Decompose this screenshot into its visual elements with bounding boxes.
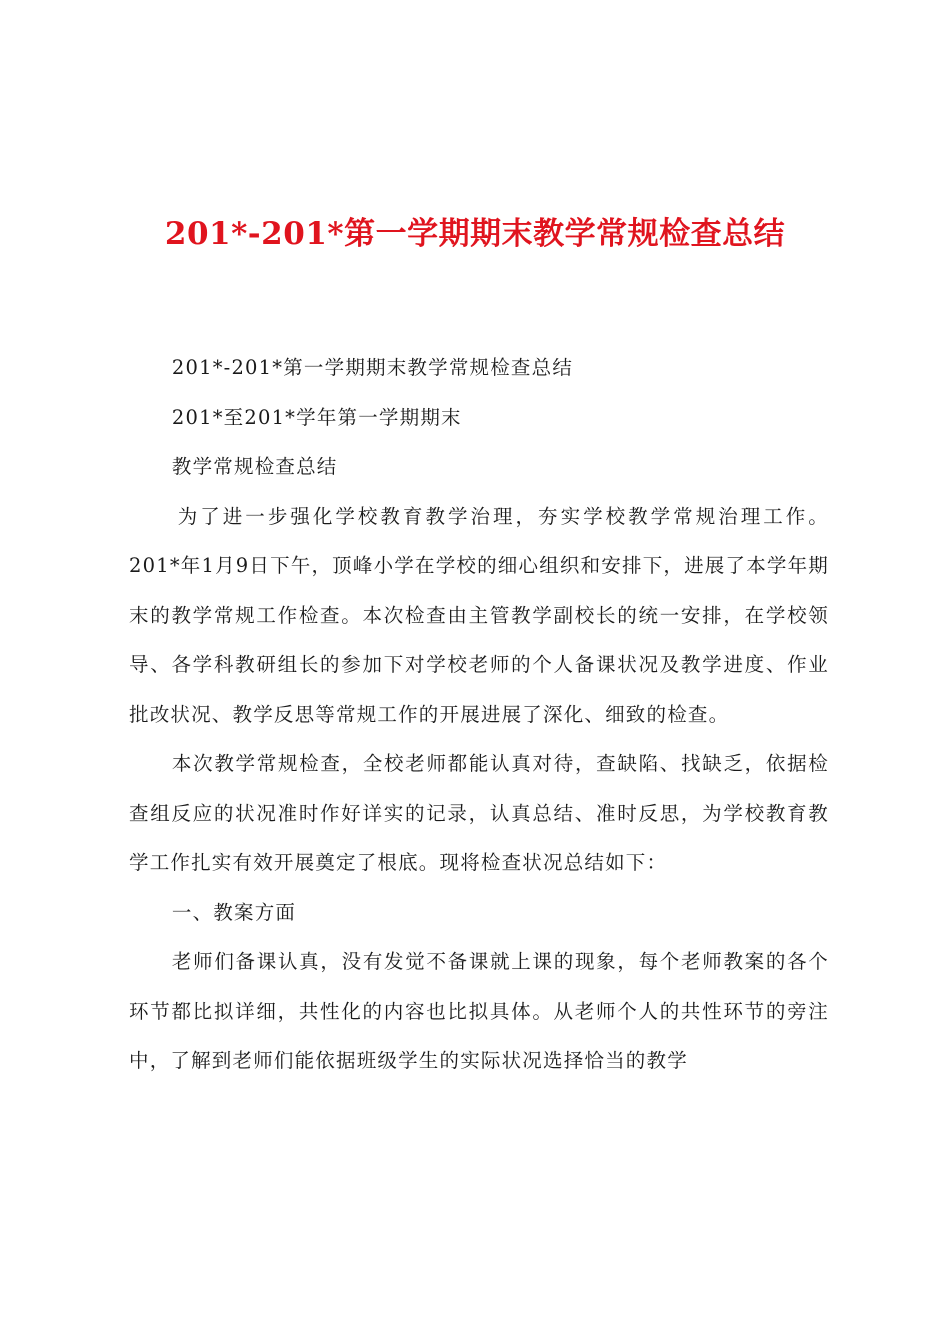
section-heading: 一、教案方面 [171, 900, 297, 924]
paragraph: 老师们备课认真，没有发觉不备课就上课的现象，每个老师教案的各个环节都比拟详细，共性化的内容也比拟具体。从老师个人的共性环节的旁注中，了解到老师们能依据班级学生的实际状况选择恰当的教学 [129, 950, 829, 1072]
paragraph: 教学常规检查总结 [171, 455, 338, 478]
paragraph: 本次教学常规检查，全校老师都能认真对待，查缺陷、找缺乏，依据检查组反应的状况准时作好详实的记录，认真总结、准时反思，为学校教育教学工作扎实有效开展奠定了根底。现将检查状况总结如下： [129, 752, 829, 874]
paragraph: 201*至201*学年第一学期期末 [171, 405, 462, 429]
paragraph: 201*-201*第一学期期末教学常规检查总结 [171, 356, 574, 379]
document-title: 201*-201*第一学期期末教学常规检查总结 [164, 216, 786, 252]
document-body [129, 343, 829, 1086]
paragraph: 为了进一步强化学校教育教学治理，夯实学校教学常规治理工作。201*年1月9日下午，顶峰小学在学校的细心组织和安排下，进展了本学年期末的教学常规工作检查。本次检查由主管教学副校长的统一安排，在学校领导、各学科教研组长的参加下对学校老师的个人备课状况及教学进度、作业批改状况、教学反思等常规工作的开展进展了深化、细致的检查。 [129, 504, 829, 726]
